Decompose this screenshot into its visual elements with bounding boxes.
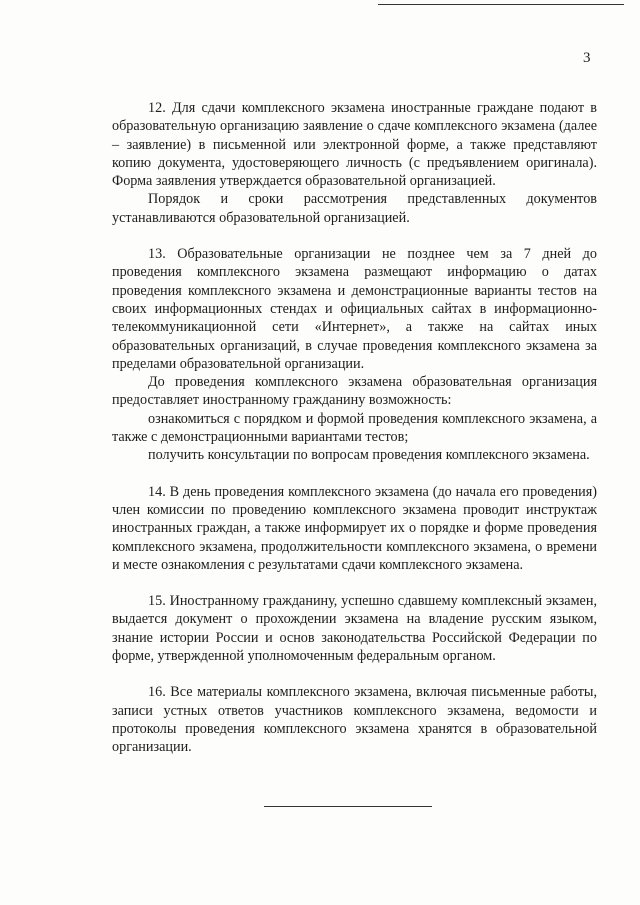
document-body (112, 99, 597, 757)
top-rule (378, 4, 624, 5)
paragraph-15: 15. Иностранному гражданину, успешно сдавшему комплексный экзамен, выдается документ о прохождении экзамена на владение русским языком, знание истории России и основ законодательства Российской Федерации по форме, утвержденной уполномоченным федеральным органом. (112, 593, 597, 665)
page-number: 3 (583, 50, 591, 66)
paragraph-16: 16. Все материалы комплексного экзамена, включая письменные работы, записи устных ответов участников комплексного экзамена, ведомости и протоколы проведения комплексного экзамена хранятся в образовательной организации. (112, 684, 597, 756)
paragraph-13-opportunity: До проведения комплексного экзамена образовательная организация предоставляет иностранному гражданину возможность: (112, 374, 597, 409)
paragraph-13-item-consult: получить консультации по вопросам проведения комплексного экзамена. (148, 447, 590, 464)
paragraph-12: 12. Для сдачи комплексного экзамена иностранные граждане подают в образовательную организацию заявление о сдаче комплексного экзамена (далее – заявление) в письменной или электронной форме, а также представляют копию документа, удостоверяющего личность (с предъявлением оригинала). Форма заявления утверждается образовательной организацией. (112, 100, 597, 190)
paragraph-13-item-familiarize: ознакомиться с порядком и формой проведения комплексного экзамена, а также с демонстрационными вариантами тестов; (112, 410, 597, 446)
bottom-rule (264, 806, 432, 807)
paragraph-13: 13. Образовательные организации не позднее чем за 7 дней до проведения комплексного экзамена размещают информацию о датах проведения комплексного экзамена и демонстрационные варианты тестов на своих информационных стендах и официальных сайтах в информационно-телекоммуникационной сети «Интернет», а также на сайтах иных образовательных организаций, в случае проведения комплексного экзамена за пределами образовательной организации. (112, 246, 597, 372)
paragraph-14: 14. В день проведения комплексного экзамена (до начала его проведения) член комиссии по проведению комплексного экзамена проводит инструктаж иностранных граждан, а также информирует их о порядке и форме проведения комплексного экзамена, продолжительности комплексного экзамена, о времени и месте ознакомления с результатами сдачи комплексного экзамена. (112, 483, 597, 573)
paragraph-12-procedure: Порядок и сроки рассмотрения представленных документов устанавливаются образовательной организацией. (112, 191, 597, 226)
